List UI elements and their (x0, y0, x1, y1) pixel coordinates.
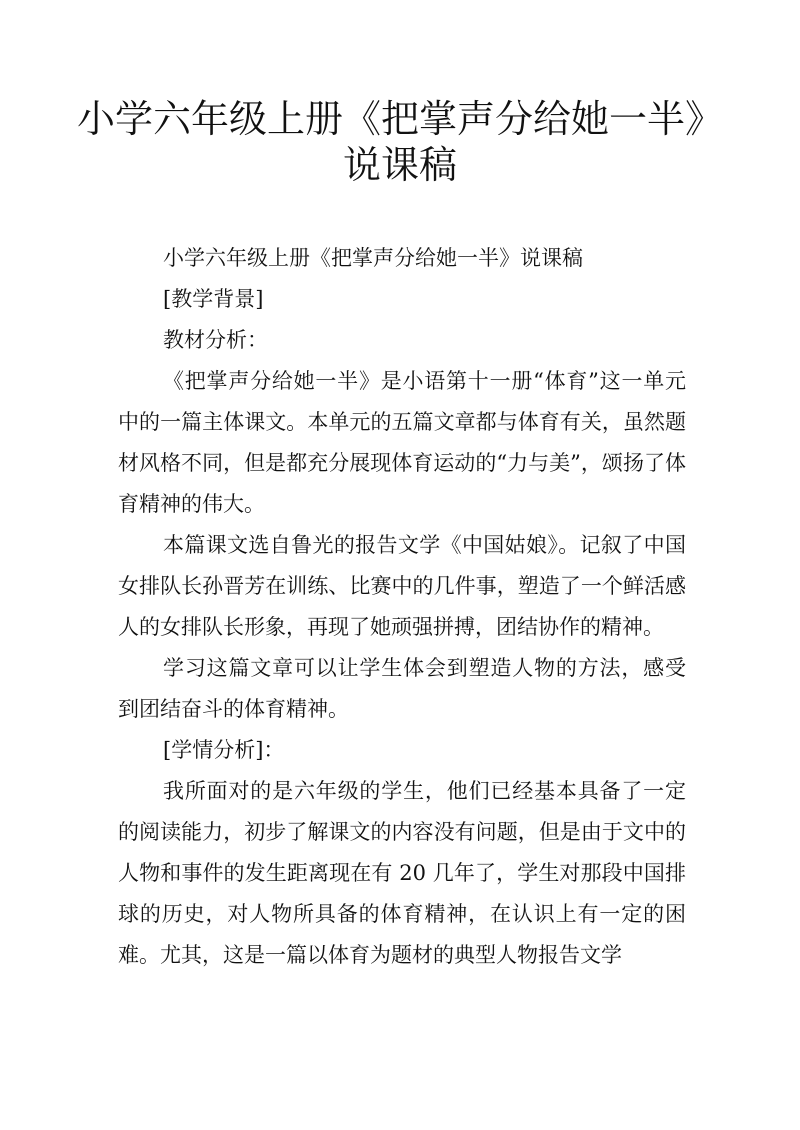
document-title-line-2: 说课稿 (342, 143, 457, 187)
document-body (118, 238, 686, 976)
document-title-line-1: 小学六年级上册《把掌声分给她一半》 (76, 97, 723, 141)
paragraph-subtitle: 小学六年级上册《把掌声分给她一半》说课稿 (163, 246, 583, 270)
paragraph-material-analysis: 《把掌声分给她一半》是小语第十一册“体育”这一单元中的一篇主体课文。本单元的五篇文章都与体育有关，虽然题材风格不同，但是都充分展现体育运动的“力与美”，颂扬了体育精神的伟大。 (118, 369, 686, 516)
paragraph-learning-goal: 学习这篇文章可以让学生体会到塑造人物的方法，感受到团结奋斗的体育精神。 (118, 656, 686, 721)
paragraph-student-analysis: 我所面对的是六年级的学生，他们已经基本具备了一定的阅读能力，初步了解课文的内容没有问题，但是由于文中的人物和事件的发生距离现在有 20 几年了，学生对那段中国排球的历史，对人物所具备的体育精神，在认识上有一定的困难。尤其，这是一篇以体育为题材的典型人物报告文学 (118, 779, 686, 967)
paragraph-material-analysis-heading: 教材分析： (163, 328, 268, 352)
paragraph-student-analysis-heading: [学情分析]： (163, 738, 285, 762)
paragraph-source: 本篇课文选自鲁光的报告文学《中国姑娘》。记叙了中国女排队长孙晋芳在训练、比赛中的几件事，塑造了一个鲜活感人的女排队长形象，再现了她顽强拼搏，团结协作的精神。 (118, 533, 686, 639)
paragraph-teaching-background: [教学背景] (163, 287, 264, 311)
